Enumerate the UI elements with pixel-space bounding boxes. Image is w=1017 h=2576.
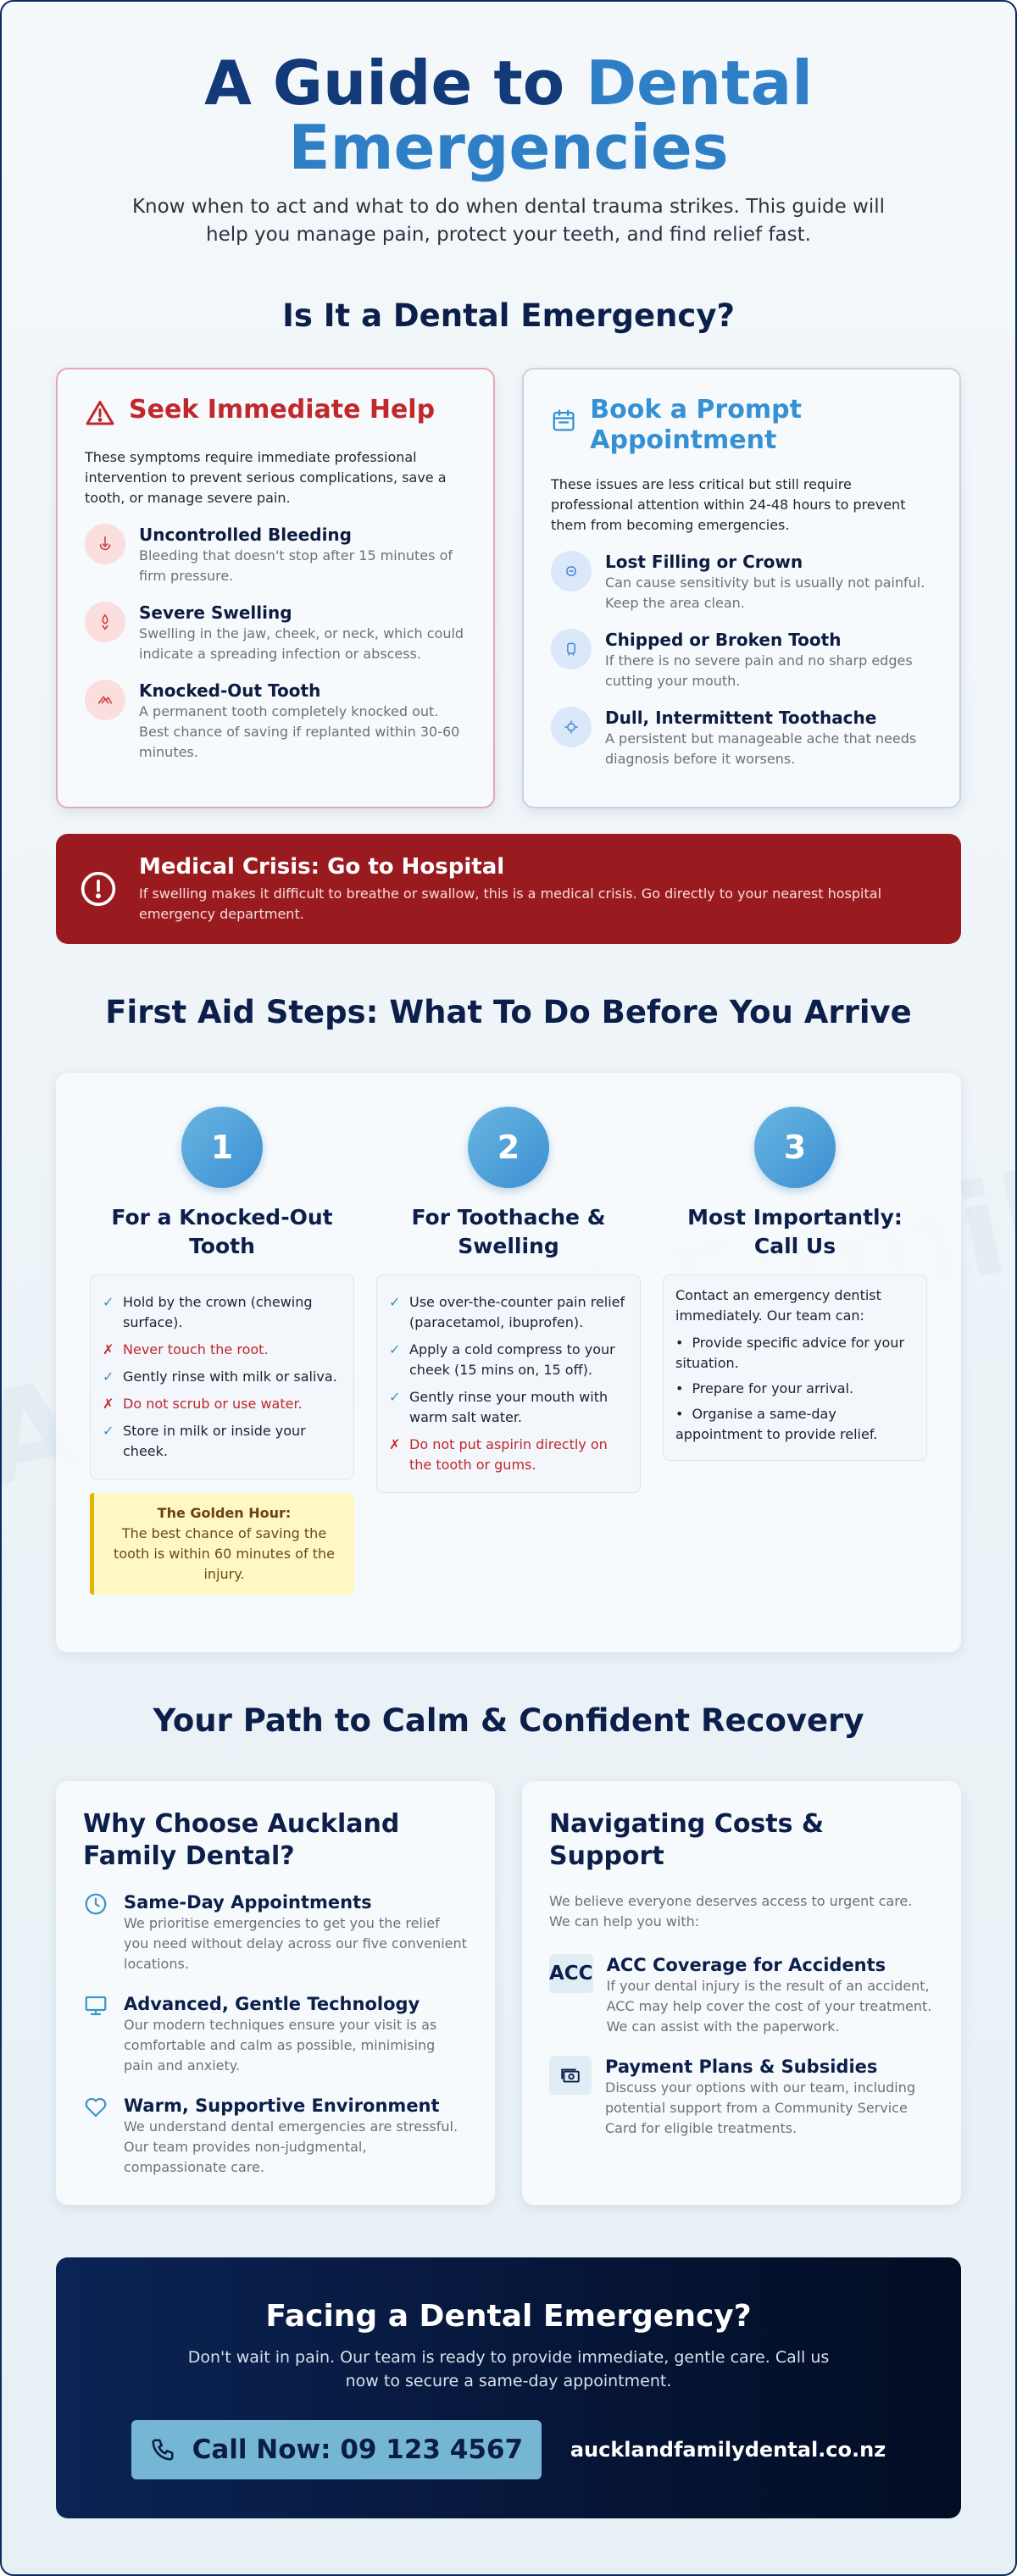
call-us-intro: Contact an emergency dentist immediately. Our team can: [675,1287,881,1324]
prompt-appointment-card [522,368,961,808]
recovery-section-title: Your Path to Calm & Confident Recovery [153,1702,864,1739]
step-text: Use over-the-counter pain relief (paracetamol, ibuprofen). [409,1294,625,1330]
costs-support-title: Navigating Costs & Support [549,1809,825,1871]
list-item [83,1891,468,1974]
call-now-button[interactable] [131,2420,542,2479]
heart-icon [83,2095,108,2120]
item-text: If your dental injury is the result of an accident, ACC may help cover the cost of your treatment. We can assist with the paperwork. [606,1978,932,2035]
item-text: Can cause sensitivity but is usually not painful. Keep the area clean. [605,575,925,611]
item-title: Lost Filling or Crown [605,552,803,572]
calendar-icon [551,405,576,436]
golden-hour-text: The best chance of saving the tooth is within 60 minutes of the injury. [114,1525,335,1582]
item-text: Discuss your options with our team, including potential support from a Community Service Card for eligible treatments. [605,2079,916,2136]
check-icon: ✓ [389,1341,401,1357]
golden-hour-title: The Golden Hour: [157,1505,292,1521]
why-choose-card [56,1781,495,2205]
list-item [551,707,932,769]
item-text: A permanent tooth completely knocked out. Best chance of saving if replanted within 30-60 minutes. [139,703,460,760]
prompt-appointment-header [551,395,932,456]
first-aid-column-1 [90,1107,354,1595]
step-text: Do not scrub or use water. [123,1396,303,1412]
step-item [389,1387,628,1428]
cta-title: Facing a Dental Emergency? [265,2299,752,2334]
first-aid-column-3 [663,1107,927,1461]
step-item [103,1394,342,1414]
step-item [389,1340,628,1380]
cta-actions [56,2420,961,2479]
list-item [85,680,466,763]
step-title: For a Knocked-Out Tooth [111,1205,333,1258]
money-icon [549,2056,592,2095]
step-text: Hold by the crown (chewing surface). [123,1294,313,1330]
step-number-badge: 1 [181,1107,263,1188]
step-title: For Toothache & Swelling [411,1205,606,1258]
step-item [103,1421,342,1462]
hero [2,2,1015,249]
immediate-help-description: These symptoms require immediate professional intervention to prevent serious complications, save a tooth, or manage severe pain. [85,449,447,506]
step-list [376,1274,641,1493]
step-title: Most Importantly: Call Us [687,1205,903,1258]
call-us-bullets [675,1333,914,1445]
item-text: Swelling in the jaw, cheek, or neck, which could indicate a spreading infection or abscess. [139,625,464,662]
item-title: Severe Swelling [139,602,292,623]
step-item [103,1340,342,1360]
immediate-help-card [56,368,495,808]
step-list [90,1274,354,1480]
item-title: Same-Day Appointments [124,1892,372,1913]
step-text: Do not put aspirin directly on the tooth or gums. [409,1436,608,1473]
list-item [551,629,932,691]
emergency-cards [56,368,961,808]
blood-drop-icon [85,524,125,564]
step-item [103,1292,342,1333]
call-us-box [663,1274,927,1461]
phone-icon [150,2437,175,2462]
swelling-icon [85,602,125,642]
step-text: Store in milk or inside your cheek. [123,1423,306,1459]
chipped-tooth-icon [551,629,592,669]
alert-circle-icon [80,870,117,908]
list-item [549,2056,934,2139]
prompt-appointment-description: These issues are less critical but still require professional attention within 24-48 hours to prevent them from becoming emergencies. [551,476,906,533]
costs-support-description: We believe everyone deserves access to urgent care. We can help you with: [549,1893,913,1929]
cta-text: Don't wait in pain. Our team is ready to provide immediate, gentle care. Call us now to secure a same-day appointment. [187,2348,830,2390]
immediate-help-header [85,395,466,429]
immediate-help-title: Seek Immediate Help [129,395,436,425]
call-to-action-banner [56,2257,961,2518]
monitor-icon [83,1993,108,2018]
why-choose-title: Why Choose Auckland Family Dental? [83,1809,400,1871]
crisis-text: If swelling makes it difficult to breathe or swallow, this is a medical crisis. Go directly to your nearest hospital emergency department. [139,886,882,922]
title-accent: Dental Emergencies [288,47,813,183]
crisis-title: Medical Crisis: Go to Hospital [139,854,505,880]
item-title: Chipped or Broken Tooth [605,630,842,650]
page-title [186,47,831,183]
website-link[interactable]: aucklandfamilydental.co.nz [570,2438,886,2462]
step-item [103,1367,342,1387]
item-title: Payment Plans & Subsidies [605,2057,878,2077]
item-text: Bleeding that doesn't stop after 15 minutes of firm pressure. [139,547,453,584]
first-aid-column-2 [376,1107,641,1493]
check-icon: ✓ [389,1389,401,1405]
list-item [83,1993,468,2076]
check-icon: ✓ [103,1368,114,1385]
list-item [549,1954,934,2037]
item-text: If there is no severe pain and no sharp edges cutting your mouth. [605,652,913,689]
prompt-appointment-title: Book a Prompt Appointment [590,395,802,455]
list-item [83,2095,468,2178]
list-item [85,524,466,586]
step-item [389,1435,628,1475]
first-aid-section-title: First Aid Steps: What To Do Before You Arrive [105,994,912,1030]
item-title: Warm, Supportive Environment [124,2096,440,2116]
cross-icon: ✗ [103,1341,114,1357]
cross-icon: ✗ [389,1436,401,1452]
list-item: • Provide specific advice for your situation. [675,1333,914,1374]
warning-triangle-icon [85,398,115,429]
item-title: ACC Coverage for Accidents [606,1955,886,1975]
list-item [551,551,932,613]
item-text: A persistent but manageable ache that needs diagnosis before it worsens. [605,730,917,767]
medical-crisis-banner [56,834,961,944]
step-item [389,1292,628,1333]
list-item: • Prepare for your arrival. [675,1379,914,1399]
step-text: Never touch the root. [123,1341,269,1357]
acc-icon: ACC [549,1954,593,1993]
step-text: Gently rinse your mouth with warm salt water. [409,1389,609,1425]
item-text: We prioritise emergencies to get you the relief you need without delay across our five convenient locations. [124,1915,467,1972]
step-text: Apply a cold compress to your cheek (15 mins on, 15 off). [409,1341,615,1378]
check-icon: ✓ [389,1294,401,1310]
crown-icon [551,551,592,591]
item-text: We understand dental emergencies are stressful. Our team provides non-judgmental, compassionate care. [124,2118,458,2175]
first-aid-card [56,1073,961,1652]
cross-icon: ✗ [103,1396,114,1412]
costs-support-card [522,1781,961,2205]
step-text: Gently rinse with milk or saliva. [123,1368,337,1385]
tooth-broken-icon [85,680,125,720]
golden-hour-note [90,1493,354,1595]
item-title: Knocked-Out Tooth [139,680,321,701]
step-number-badge: 3 [754,1107,836,1188]
item-title: Uncontrolled Bleeding [139,525,352,545]
title-part-1: A Guide to [204,47,586,119]
call-now-label: Call Now: 09 123 4567 [192,2434,524,2465]
toothache-icon [551,707,592,747]
emergency-section-title: Is It a Dental Emergency? [282,297,735,334]
item-text: Our modern techniques ensure your visit is as comfortable and calm as possible, minimising pain and anxiety. [124,2017,437,2074]
page-subtitle: Know when to act and what to do when dental trauma strikes. This guide will help you manage pain, protect your teeth, and find relief fast. [131,196,886,246]
item-title: Dull, Intermittent Toothache [605,708,877,728]
list-item [85,602,466,664]
step-number-badge: 2 [468,1107,549,1188]
clock-icon [83,1891,108,1917]
item-title: Advanced, Gentle Technology [124,1994,420,2014]
list-item: • Organise a same-day appointment to provide relief. [675,1404,914,1445]
check-icon: ✓ [103,1423,114,1439]
check-icon: ✓ [103,1294,114,1310]
